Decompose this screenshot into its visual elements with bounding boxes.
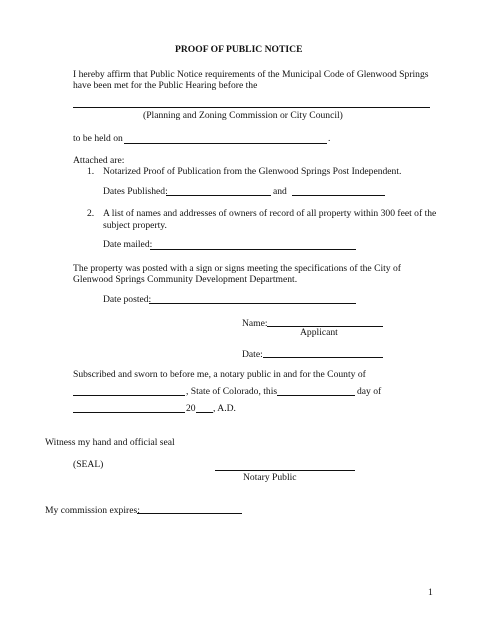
seal-text: (SEAL): [73, 459, 104, 470]
commission-label: My commission expires:: [45, 505, 140, 516]
witness-text: Witness my hand and official seal: [45, 437, 175, 448]
posted-text-line2: Glenwood Springs Community Development Department.: [73, 274, 298, 285]
item1-number: 1.: [87, 166, 95, 177]
board-name-line[interactable]: [73, 107, 430, 108]
page-number: 1: [428, 587, 433, 598]
item1-text: Notarized Proof of Publication from the Glenwood Springs Post Independent.: [103, 166, 402, 177]
commission-line[interactable]: [137, 513, 242, 514]
board-caption: (Planning and Zoning Commission or City Council): [143, 110, 343, 121]
state-text: , State of Colorado, this: [186, 386, 278, 397]
date-label: Date:: [242, 349, 263, 360]
year-prefix: 20: [186, 403, 196, 414]
item2-number: 2.: [87, 208, 95, 219]
year-line[interactable]: [196, 412, 213, 413]
name-label: Name:: [242, 318, 268, 329]
item2-line2: subject property.: [103, 220, 167, 231]
date-posted-line[interactable]: [149, 303, 356, 304]
day-line[interactable]: [277, 395, 355, 396]
ad-text: , A.D.: [213, 403, 236, 414]
posted-text-line1: The property was posted with a sign or signs meeting the specifications of the City of: [73, 263, 401, 274]
item2-line1: A list of names and addresses of owners of record of all property within 300 feet of the: [103, 208, 437, 219]
notary-caption: Notary Public: [243, 472, 297, 483]
affirm-text-line1: I hereby affirm that Public Notice requirements of the Municipal Code of Glenwood Springs: [73, 69, 429, 80]
affirm-text-line2: have been met for the Public Hearing before the: [73, 80, 258, 91]
month-line[interactable]: [73, 412, 185, 413]
held-on-label: to be held on: [73, 133, 123, 144]
notary-signature-line[interactable]: [215, 470, 355, 471]
date-mailed-line[interactable]: [150, 249, 356, 250]
dates-published-line1[interactable]: [166, 195, 271, 196]
dates-published-label: Dates Published:: [103, 186, 168, 197]
dates-published-line2[interactable]: [292, 195, 385, 196]
sworn-text: Subscribed and sworn to before me, a notary public in and for the County of: [73, 369, 366, 380]
attached-label: Attached are:: [73, 155, 125, 166]
county-line[interactable]: [73, 395, 185, 396]
date-posted-label: Date posted:: [103, 294, 152, 305]
day-of-text: day of: [357, 386, 382, 397]
date-line[interactable]: [263, 357, 383, 358]
applicant-caption: Applicant: [300, 327, 338, 338]
dates-and-text: and: [273, 186, 287, 197]
held-on-date-line[interactable]: [124, 143, 327, 144]
document-title: PROOF OF PUBLIC NOTICE: [175, 44, 303, 55]
date-mailed-label: Date mailed:: [103, 239, 153, 250]
held-on-period: .: [328, 133, 331, 144]
